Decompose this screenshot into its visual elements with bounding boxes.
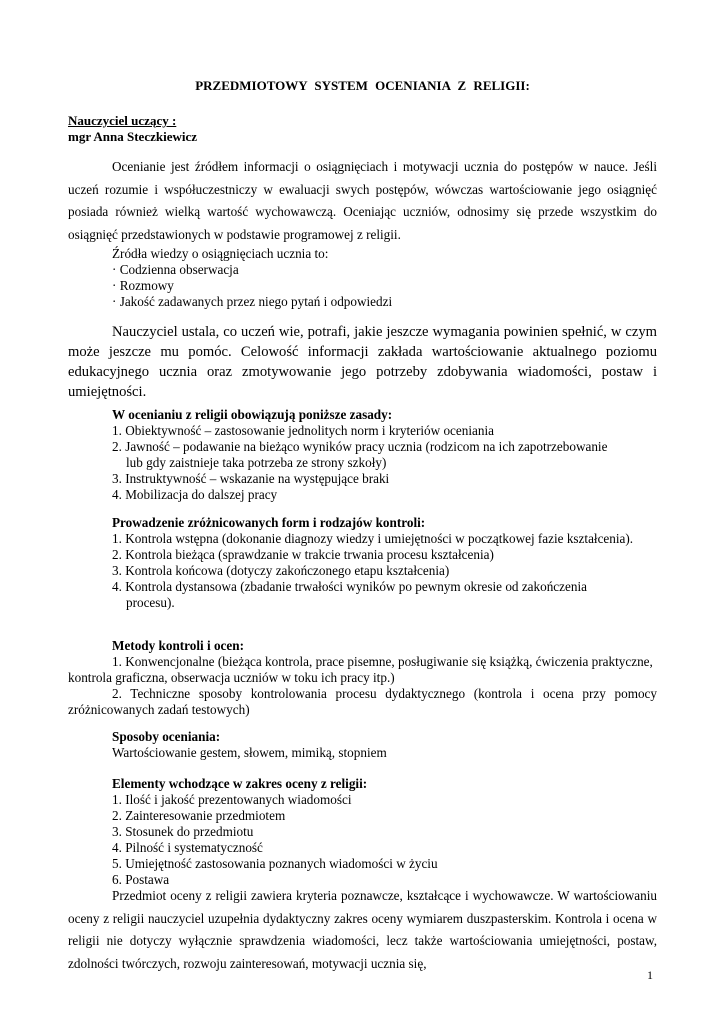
list-item: · Jakość zadawanych przez niego pytań i odpowiedzi bbox=[112, 294, 393, 309]
list-item: 4. Mobilizacja do dalszej pracy bbox=[112, 487, 278, 502]
closing-paragraph: Przedmiot oceny z religii zawiera kryteria poznawcze, kształcące i wychowawcze. W wartościowaniu oceny z religii nauczyciel uzupełnia dydaktyczny zakres oceny wymiarem duszpasterskim. Kontrola i ocena w religii nie dotyczy wyłącznie sprawdzenia wiadomości, lecz także wartościowania umiejętności, postaw, zdolności twórczych, rozwoju zainteresowań, motywacji ucznia się, bbox=[68, 888, 657, 971]
elements-section bbox=[112, 776, 657, 888]
controls-section bbox=[112, 515, 657, 611]
intro-paragraph: Ocenianie jest źródłem informacji o osiągnięciach i motywacji ucznia do postępów w nauce. Jeśli uczeń rozumie i współuczestniczy w ewaluacji swych postępów, wówczas wartościowanie jego osiągnięć posiada również wielką wartość wychowawczą. Oceniając uczniów, odnosimy się przede wszystkim do osiągnięć przedstawionych w podstawie programowej z religii. bbox=[68, 159, 657, 242]
list-item: 2. Techniczne sposoby kontrolowania procesu dydaktycznego (kontrola i ocena przy pomocy zróżnicowanych zadań testowych) bbox=[68, 686, 657, 717]
page-number: 1 bbox=[647, 968, 653, 982]
list-item: 4. Pilność i systematyczność bbox=[112, 840, 263, 855]
list-item: · Rozmowy bbox=[112, 278, 174, 293]
list-item: 4. Kontrola dystansowa (zbadanie trwałości wyników po pewnym okresie od zakończenia bbox=[112, 579, 587, 594]
sources-list bbox=[112, 246, 392, 310]
list-item: 3. Stosunek do przedmiotu bbox=[112, 824, 254, 839]
list-item: 2. Zainteresowanie przedmiotem bbox=[112, 808, 286, 823]
principles-section bbox=[112, 407, 657, 503]
elements-heading: Elementy wchodzące w zakres oceny z religii: bbox=[112, 776, 368, 791]
list-item: 1. Kontrola wstępna (dokonanie diagnozy wiedzy i umiejętności w początkowej fazie kształcenia). bbox=[112, 531, 634, 546]
list-item: 1. Konwencjonalne (bieżąca kontrola, prace pisemne, posługiwanie się książką, ćwiczenia praktyczne, kontrola graficzna, obserwacja uczniów w toku ich pracy itp.) bbox=[68, 654, 653, 685]
teacher-block bbox=[68, 113, 197, 145]
teacher-paragraph: Nauczyciel ustala, co uczeń wie, potrafi, jakie jeszcze wymagania powinien spełnić, w czym może jeszcze mu pomóc. Celowość informacji zakłada wartościowanie aktualnego poziomu edukacyjnego ucznia oraz zmotywowanie jego potrzeby zdobywania wiadomości, postaw i umiejętności. bbox=[68, 324, 657, 400]
list-item: 3. Kontrola końcowa (dotyczy zakończonego etapu kształcenia) bbox=[112, 563, 450, 578]
methods-section bbox=[68, 638, 657, 718]
list-item: 6. Postawa bbox=[112, 872, 170, 887]
methods-heading: Metody kontroli i ocen: bbox=[112, 638, 244, 653]
teacher-label: Nauczyciel uczący : bbox=[68, 113, 177, 128]
ways-text: Wartościowanie gestem, słowem, mimiką, stopniem bbox=[112, 745, 387, 760]
ways-section bbox=[112, 729, 657, 761]
list-item: · Codzienna obserwacja bbox=[112, 262, 239, 277]
list-item: 5. Umiejętność zastosowania poznanych wiadomości w życiu bbox=[112, 856, 438, 871]
list-item: procesu). bbox=[126, 595, 175, 610]
controls-heading: Prowadzenie zróżnicowanych form i rodzajów kontroli: bbox=[112, 515, 426, 530]
list-item: lub gdy zaistnieje taka potrzeba ze strony szkoły) bbox=[126, 455, 387, 470]
principles-heading: W ocenianiu z religii obowiązują poniższe zasady: bbox=[112, 407, 393, 422]
list-item: 3. Instruktywność – wskazanie na występujące braki bbox=[112, 471, 390, 486]
list-item: 1. Ilość i jakość prezentowanych wiadomości bbox=[112, 792, 352, 807]
list-item: 1. Obiektywność – zastosowanie jednolitych norm i kryteriów oceniania bbox=[112, 423, 494, 438]
page-title: PRZEDMIOTOWY SYSTEM OCENIANIA Z RELIGII: bbox=[195, 78, 530, 93]
sources-heading: Źródła wiedzy o osiągnięciach ucznia to: bbox=[112, 246, 329, 261]
list-item: 2. Jawność – podawanie na bieżąco wyników pracy ucznia (rodzicom na ich zapotrzebowanie bbox=[112, 439, 608, 454]
ways-heading: Sposoby oceniania: bbox=[112, 729, 221, 744]
teacher-name: mgr Anna Steczkiewicz bbox=[68, 129, 198, 144]
list-item: 2. Kontrola bieżąca (sprawdzanie w trakcie trwania procesu kształcenia) bbox=[112, 547, 494, 562]
